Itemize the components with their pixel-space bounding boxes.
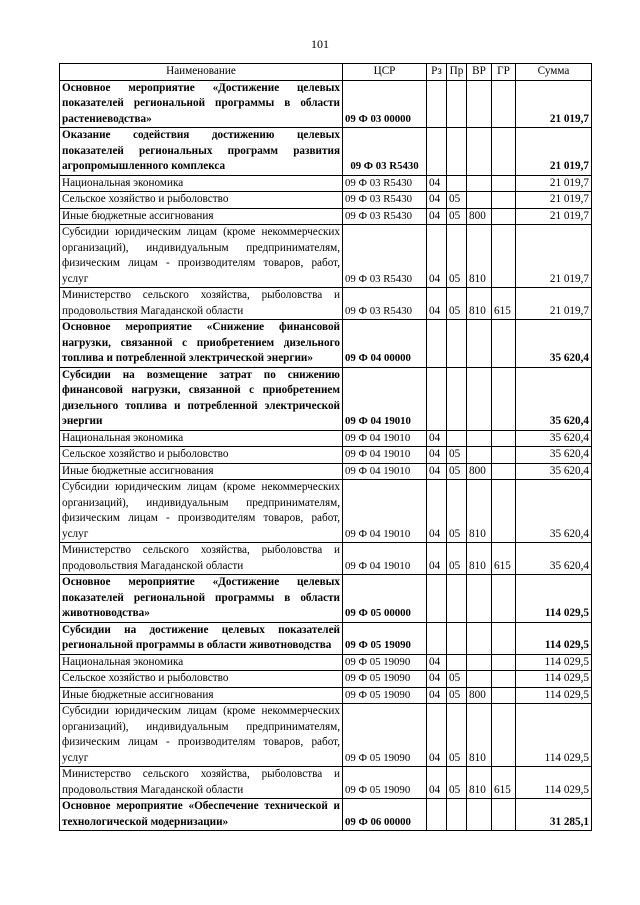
cell-csr: 09 Ф 03 R5430 bbox=[343, 225, 427, 288]
cell-name: Министерство сельского хозяйства, рыболовства и продовольствия Магаданской области bbox=[60, 767, 343, 799]
cell-gr bbox=[492, 320, 516, 368]
cell-vr bbox=[467, 447, 492, 464]
table-row bbox=[60, 128, 592, 176]
table-row bbox=[60, 704, 592, 767]
cell-sum: 35 620,4 bbox=[516, 463, 592, 480]
cell-name: Оказание содействия достижению целевых показателей региональных программ развития агропромышленного комплекса bbox=[60, 128, 343, 176]
cell-vr: 810 bbox=[467, 225, 492, 288]
cell-csr: 09 Ф 05 19090 bbox=[343, 622, 427, 654]
cell-csr: 09 Ф 04 19010 bbox=[343, 480, 427, 543]
cell-sum: 114 029,5 bbox=[516, 622, 592, 654]
cell-sum: 35 620,4 bbox=[516, 367, 592, 430]
cell-csr: 09 Ф 03 R5430 bbox=[343, 208, 427, 225]
cell-csr: 09 Ф 05 19090 bbox=[343, 704, 427, 767]
cell-vr: 810 bbox=[467, 480, 492, 543]
cell-pr: 05 bbox=[447, 208, 467, 225]
cell-name: Сельское хозяйство и рыболовство bbox=[60, 447, 343, 464]
cell-vr bbox=[467, 654, 492, 671]
table-row bbox=[60, 767, 592, 799]
cell-pr bbox=[447, 430, 467, 447]
cell-vr bbox=[467, 430, 492, 447]
cell-name: Национальная экономика bbox=[60, 654, 343, 671]
table-row bbox=[60, 671, 592, 688]
cell-gr bbox=[492, 80, 516, 128]
cell-csr: 09 Ф 03 00000 bbox=[343, 80, 427, 128]
cell-pr: 05 bbox=[447, 225, 467, 288]
table-row bbox=[60, 480, 592, 543]
cell-rz bbox=[427, 575, 447, 623]
cell-rz: 04 bbox=[427, 192, 447, 209]
cell-name: Иные бюджетные ассигнования bbox=[60, 463, 343, 480]
cell-gr bbox=[492, 480, 516, 543]
table-row bbox=[60, 320, 592, 368]
table-row bbox=[60, 192, 592, 209]
cell-name: Национальная экономика bbox=[60, 175, 343, 192]
cell-pr: 05 bbox=[447, 543, 467, 575]
cell-rz: 04 bbox=[427, 225, 447, 288]
cell-gr: 615 bbox=[492, 767, 516, 799]
cell-gr bbox=[492, 225, 516, 288]
table-row bbox=[60, 175, 592, 192]
cell-sum: 31 285,1 bbox=[516, 799, 592, 831]
cell-rz: 04 bbox=[427, 480, 447, 543]
cell-name: Министерство сельского хозяйства, рыболовства и продовольствия Магаданской области bbox=[60, 543, 343, 575]
cell-vr bbox=[467, 622, 492, 654]
header-csr: ЦСР bbox=[343, 64, 427, 81]
cell-pr: 05 bbox=[447, 671, 467, 688]
cell-sum: 114 029,5 bbox=[516, 687, 592, 704]
cell-sum: 114 029,5 bbox=[516, 704, 592, 767]
cell-pr: 05 bbox=[447, 463, 467, 480]
cell-pr: 05 bbox=[447, 192, 467, 209]
cell-gr bbox=[492, 192, 516, 209]
cell-rz: 04 bbox=[427, 671, 447, 688]
cell-csr: 09 Ф 04 19010 bbox=[343, 430, 427, 447]
table-row bbox=[60, 799, 592, 831]
cell-csr: 09 Ф 05 19090 bbox=[343, 767, 427, 799]
cell-sum: 35 620,4 bbox=[516, 430, 592, 447]
cell-name: Министерство сельского хозяйства, рыболовства и продовольствия Магаданской области bbox=[60, 288, 343, 320]
cell-pr bbox=[447, 367, 467, 430]
cell-name: Субсидии на возмещение затрат по снижению финансовой нагрузки, связанной с приобретением дизельного топлива и потребленной электрической энергии bbox=[60, 367, 343, 430]
cell-vr: 810 bbox=[467, 543, 492, 575]
cell-rz: 04 bbox=[427, 463, 447, 480]
table-row bbox=[60, 447, 592, 464]
cell-name: Субсидии на достижение целевых показателей региональной программы в области животноводства bbox=[60, 622, 343, 654]
cell-pr bbox=[447, 654, 467, 671]
cell-rz bbox=[427, 367, 447, 430]
cell-csr: 09 Ф 05 00000 bbox=[343, 575, 427, 623]
cell-sum: 21 019,7 bbox=[516, 80, 592, 128]
cell-pr: 05 bbox=[447, 704, 467, 767]
cell-rz: 04 bbox=[427, 175, 447, 192]
cell-pr: 05 bbox=[447, 687, 467, 704]
table-row bbox=[60, 687, 592, 704]
cell-csr: 09 Ф 04 19010 bbox=[343, 543, 427, 575]
cell-sum: 21 019,7 bbox=[516, 128, 592, 176]
cell-name: Национальная экономика bbox=[60, 430, 343, 447]
cell-rz: 04 bbox=[427, 767, 447, 799]
cell-gr bbox=[492, 430, 516, 447]
header-rz: Рз bbox=[427, 64, 447, 81]
cell-vr bbox=[467, 320, 492, 368]
table-row bbox=[60, 654, 592, 671]
cell-vr bbox=[467, 175, 492, 192]
cell-name: Сельское хозяйство и рыболовство bbox=[60, 192, 343, 209]
cell-rz: 04 bbox=[427, 654, 447, 671]
header-sum: Сумма bbox=[516, 64, 592, 81]
cell-pr bbox=[447, 320, 467, 368]
cell-gr bbox=[492, 447, 516, 464]
cell-rz: 04 bbox=[427, 687, 447, 704]
cell-gr bbox=[492, 622, 516, 654]
cell-gr: 615 bbox=[492, 543, 516, 575]
cell-sum: 21 019,7 bbox=[516, 192, 592, 209]
cell-sum: 114 029,5 bbox=[516, 654, 592, 671]
cell-gr bbox=[492, 575, 516, 623]
cell-csr: 09 Ф 05 19090 bbox=[343, 654, 427, 671]
cell-rz: 04 bbox=[427, 704, 447, 767]
table-row bbox=[60, 543, 592, 575]
cell-name: Иные бюджетные ассигнования bbox=[60, 687, 343, 704]
cell-sum: 21 019,7 bbox=[516, 175, 592, 192]
cell-csr: 09 Ф 06 00000 bbox=[343, 799, 427, 831]
cell-pr bbox=[447, 128, 467, 176]
table-row bbox=[60, 430, 592, 447]
cell-vr: 800 bbox=[467, 687, 492, 704]
cell-vr: 810 bbox=[467, 767, 492, 799]
cell-pr: 05 bbox=[447, 447, 467, 464]
cell-vr bbox=[467, 367, 492, 430]
cell-sum: 21 019,7 bbox=[516, 288, 592, 320]
cell-gr bbox=[492, 367, 516, 430]
cell-vr: 810 bbox=[467, 288, 492, 320]
cell-pr bbox=[447, 622, 467, 654]
cell-sum: 35 620,4 bbox=[516, 320, 592, 368]
cell-pr bbox=[447, 799, 467, 831]
table-body bbox=[60, 80, 592, 831]
cell-gr bbox=[492, 208, 516, 225]
table-row bbox=[60, 80, 592, 128]
cell-vr bbox=[467, 799, 492, 831]
cell-vr bbox=[467, 128, 492, 176]
cell-name: Субсидии юридическим лицам (кроме некоммерческих организаций), индивидуальным предпринимателям, физическим лицам - производителям товаров, работ, услуг bbox=[60, 704, 343, 767]
cell-pr bbox=[447, 80, 467, 128]
cell-name: Основное мероприятие «Снижение финансовой нагрузки, связанной с приобретением дизельного топлива и потребленной электрической энергии» bbox=[60, 320, 343, 368]
cell-rz bbox=[427, 128, 447, 176]
cell-rz bbox=[427, 799, 447, 831]
cell-gr: 615 bbox=[492, 288, 516, 320]
table-row bbox=[60, 463, 592, 480]
table-row bbox=[60, 288, 592, 320]
table-header-row bbox=[60, 64, 592, 81]
cell-gr bbox=[492, 687, 516, 704]
cell-sum: 35 620,4 bbox=[516, 543, 592, 575]
table-row bbox=[60, 367, 592, 430]
budget-table bbox=[59, 63, 592, 831]
cell-sum: 21 019,7 bbox=[516, 208, 592, 225]
cell-name: Субсидии юридическим лицам (кроме некоммерческих организаций), индивидуальным предпринимателям, физическим лицам - производителям товаров, работ, услуг bbox=[60, 480, 343, 543]
page-number: 101 bbox=[311, 37, 329, 51]
cell-sum: 35 620,4 bbox=[516, 447, 592, 464]
cell-rz: 04 bbox=[427, 447, 447, 464]
cell-sum: 114 029,5 bbox=[516, 767, 592, 799]
cell-vr: 800 bbox=[467, 463, 492, 480]
cell-vr bbox=[467, 671, 492, 688]
cell-rz: 04 bbox=[427, 288, 447, 320]
header-gr: ГР bbox=[492, 64, 516, 81]
cell-rz: 04 bbox=[427, 208, 447, 225]
cell-gr bbox=[492, 704, 516, 767]
cell-sum: 35 620,4 bbox=[516, 480, 592, 543]
table-row bbox=[60, 622, 592, 654]
cell-vr bbox=[467, 192, 492, 209]
cell-csr: 09 Ф 04 00000 bbox=[343, 320, 427, 368]
cell-gr bbox=[492, 463, 516, 480]
table-row bbox=[60, 575, 592, 623]
cell-name: Сельское хозяйство и рыболовство bbox=[60, 671, 343, 688]
cell-csr: 09 Ф 03 R5430 bbox=[343, 175, 427, 192]
cell-sum: 21 019,7 bbox=[516, 225, 592, 288]
cell-sum: 114 029,5 bbox=[516, 575, 592, 623]
cell-pr: 05 bbox=[447, 480, 467, 543]
cell-gr bbox=[492, 128, 516, 176]
cell-csr: 09 Ф 04 19010 bbox=[343, 447, 427, 464]
cell-csr: 09 Ф 05 19090 bbox=[343, 687, 427, 704]
cell-gr bbox=[492, 799, 516, 831]
cell-name: Иные бюджетные ассигнования bbox=[60, 208, 343, 225]
table-row bbox=[60, 225, 592, 288]
table-row bbox=[60, 208, 592, 225]
cell-name: Основное мероприятие «Обеспечение технической и технологической модернизации» bbox=[60, 799, 343, 831]
cell-name: Основное мероприятие «Достижение целевых показателей региональной программы в области животноводства» bbox=[60, 575, 343, 623]
cell-pr: 05 bbox=[447, 767, 467, 799]
cell-vr bbox=[467, 575, 492, 623]
cell-name: Субсидии юридическим лицам (кроме некоммерческих организаций), индивидуальным предпринимателям, физическим лицам - производителям товаров, работ, услуг bbox=[60, 225, 343, 288]
header-name: Наименование bbox=[60, 64, 343, 81]
cell-vr bbox=[467, 80, 492, 128]
header-pr: Пр bbox=[447, 64, 467, 81]
cell-csr: 09 Ф 04 19010 bbox=[343, 367, 427, 430]
header-vr: ВР bbox=[467, 64, 492, 81]
cell-csr: 09 Ф 03 R5430 bbox=[343, 192, 427, 209]
cell-rz: 04 bbox=[427, 543, 447, 575]
cell-sum: 114 029,5 bbox=[516, 671, 592, 688]
cell-gr bbox=[492, 175, 516, 192]
cell-pr: 05 bbox=[447, 288, 467, 320]
cell-csr: 09 Ф 05 19090 bbox=[343, 671, 427, 688]
cell-pr bbox=[447, 575, 467, 623]
cell-csr: 09 Ф 03 R5430 bbox=[343, 288, 427, 320]
cell-rz bbox=[427, 622, 447, 654]
cell-gr bbox=[492, 654, 516, 671]
cell-csr: 09 Ф 04 19010 bbox=[343, 463, 427, 480]
cell-vr: 810 bbox=[467, 704, 492, 767]
cell-vr: 800 bbox=[467, 208, 492, 225]
cell-pr bbox=[447, 175, 467, 192]
cell-rz bbox=[427, 80, 447, 128]
cell-gr bbox=[492, 671, 516, 688]
cell-rz bbox=[427, 320, 447, 368]
cell-rz: 04 bbox=[427, 430, 447, 447]
cell-csr: 09 Ф 03 R5430 bbox=[343, 128, 427, 176]
cell-name: Основное мероприятие «Достижение целевых показателей региональной программы в области растениеводства» bbox=[60, 80, 343, 128]
